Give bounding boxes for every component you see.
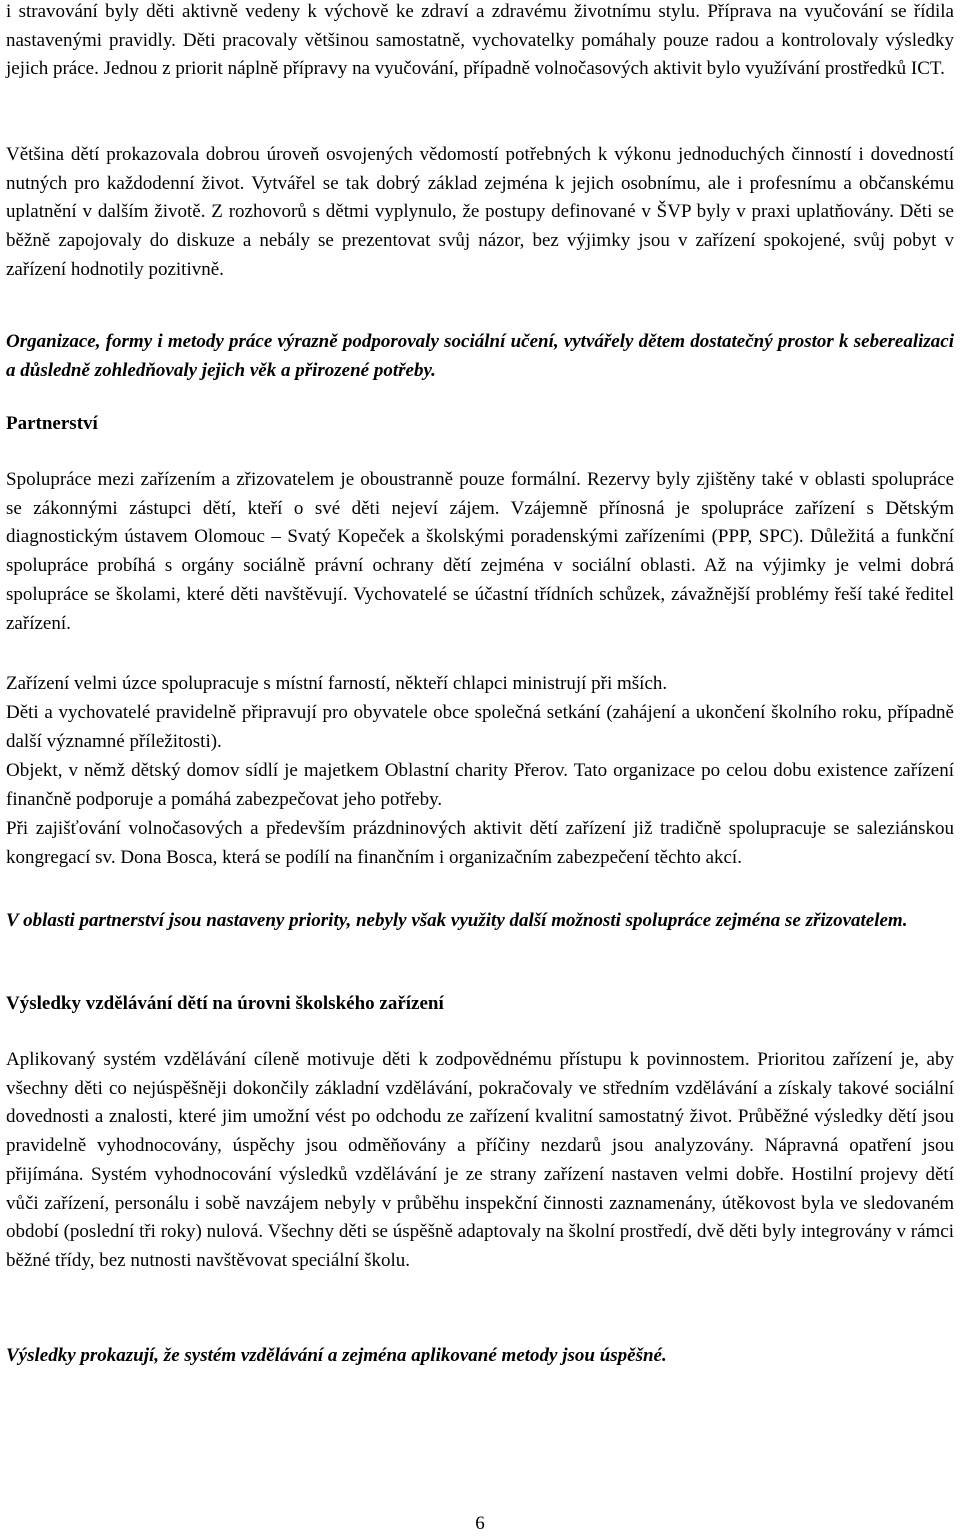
education-conclusion: Organizace, formy i metody práce výrazně podporovaly sociální učení, vytvářely dětem dostatečný prostor k seberealizaci a důsledně zohledňovaly jejich věk a přirozené potřeby. bbox=[6, 331, 954, 381]
partnership-paragraph-5: Při zajišťování volnočasových a především prázdninových aktivit dětí zařízení již tradičně spolupracuje se saleziánskou kongregací sv. Dona Bosca, která se podílí na finančním i organizačním zabezpečení těchto akcí. bbox=[6, 818, 954, 868]
results-conclusion: Výsledky prokazují, že systém vzdělávání a zejména aplikované metody jsou úspěšné. bbox=[6, 1345, 667, 1366]
partnership-paragraph-3: Děti a vychovatelé pravidelně připravují pro obyvatele obce společná setkání (zahájení a ukončení školního roku, případně další významné příležitosti). bbox=[6, 702, 954, 752]
partnership-paragraph-4: Objekt, v němž dětský domov sídlí je majetkem Oblastní charity Přerov. Tato organizace po celou dobu existence zařízení finančně podporuje a pomáhá zabezpečovat jeho potřeby. bbox=[6, 760, 954, 810]
partnership-conclusion: V oblasti partnerství jsou nastaveny priority, nebyly však využity další možnosti spolupráce zejména se zřizovatelem. bbox=[6, 910, 908, 931]
education-paragraph-2: Většina dětí prokazovala dobrou úroveň osvojených vědomostí potřebných k výkonu jednoduchých činností i dovedností nutných pro každodenní život. Vytvářel se tak dobrý základ zejména k jejich osobnímu, ale i profesnímu a občanskému uplatnění v dalším životě. Z rozhovorů s dětmi vyplynulo, že postupy definované v ŠVP byly v praxi uplatňovány. Děti se běžně zapojovaly do diskuze a nebály se prezentovat svůj názor, bez výjimky jsou v zařízení spokojené, svůj pobyt v zařízení hodnotily pozitivně. bbox=[6, 144, 954, 280]
results-paragraph-1: Aplikovaný systém vzdělávání cíleně motivuje děti k zodpovědnému přístupu k povinnostem. Prioritou zařízení je, aby všechny děti co nejúspěšněji dokončily základní vzdělávání, pokračovaly ve středním vzdělávání a získaly takové sociální dovednosti a znalosti, které jim umožní vést po odchodu ze zařízení kvalitní samostatný život. Průběžné výsledky dětí jsou pravidelně vyhodnocovány, úspěchy jsou odměňovány a příčiny nezdarů jsou analyzovány. Nápravná opatření jsou přijímána. Systém vyhodnocování výsledků vzdělávání je ze strany zařízení nastaven velmi dobře. Hostilní projevy dětí vůči zařízení, personálu i sobě navzájem nebyly v průběhu inspekční činnosti zaznamenány, útěkovost byla ve sledovaném období (poslední tři roky) nulová. Všechny děti se úspěšně adaptovaly na školní prostředí, dvě děti byly integrovány v rámci běžné třídy, bez nutnosti navštěvovat speciální školu. bbox=[6, 1049, 954, 1271]
partnership-paragraph-1: Spolupráce mezi zařízením a zřizovatelem je oboustranně pouze formální. Rezervy byly zjištěny také v oblasti spolupráce se zákonnými zástupci dětí, kteří o své děti nejeví zájem. Vzájemně přínosná je spolupráce zařízení s Dětským diagnostickým ústavem Olomouc – Svatý Kopeček a školskými poradenskými zařízeními (PPP, SPC). Důležitá a funkční spolupráce probíhá s orgány sociálně právní ochrany dětí zejména v sociální oblasti. Až na výjimky je velmi dobrá spolupráce se školami, které děti navštěvují. Vychovatelé se účastní třídních schůzek, závažnější problémy řeší také ředitel zařízení. bbox=[6, 469, 954, 634]
education-paragraph-1: i stravování byly děti aktivně vedeny k výchově ke zdraví a zdravému životnímu stylu. Příprava na vyučování se řídila nastavenými pravidly. Děti pracovaly většinou samostatně, vychovatelky pomáhaly pouze radou a kontrolovaly výsledky jejich práce. Jednou z priorit náplně přípravy na vyučování, případně volnočasových aktivit bylo využívání prostředků ICT. bbox=[6, 1, 954, 80]
partnership-heading: Partnerství bbox=[6, 413, 98, 434]
results-heading: Výsledky vzdělávání dětí na úrovni školského zařízení bbox=[6, 993, 444, 1014]
page-number: 6 bbox=[475, 1513, 485, 1534]
partnership-paragraph-2: Zařízení velmi úzce spolupracuje s místní farností, někteří chlapci ministrují při mších. bbox=[6, 673, 668, 694]
